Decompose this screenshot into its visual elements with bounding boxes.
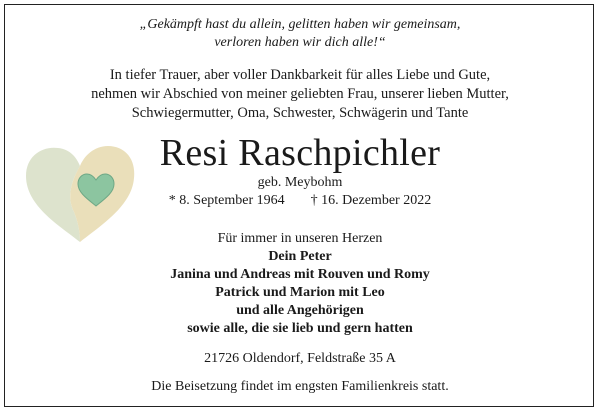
life-dates	[0, 192, 600, 210]
mourner-line: Dein Peter	[268, 249, 332, 264]
intro-line-1: In tiefer Trauer, aber voller Dankbarkeit für alles Liebe und Gute,	[109, 67, 491, 83]
birth-date: * 8. September 1964	[168, 193, 285, 208]
mourner-line: Janina und Andreas mit Rouven und Romy	[170, 267, 430, 282]
address: 21726 Oldendorf, Feldstraße 35 A	[204, 351, 396, 366]
mourner-line: und alle Angehörigen	[236, 303, 364, 318]
death-date: † 16. Dezember 2022	[310, 193, 432, 208]
deceased-name: Resi Raschpichler	[159, 132, 441, 174]
birth-name: geb. Meybohm	[257, 175, 343, 190]
funeral-note: Die Beisetzung findet im engsten Familienkreis statt.	[151, 379, 449, 394]
mourner-line: sowie alle, die sie lieb und gern hatten	[187, 321, 413, 336]
quote-line-1: „Gekämpft hast du allein, gelitten haben wir gemeinsam,	[139, 17, 461, 32]
mourner-line: Patrick und Marion mit Leo	[215, 285, 385, 300]
quote-line-2: verloren haben wir dich alle!“	[214, 35, 386, 50]
intro-line-2: nehmen wir Abschied von meiner geliebten Frau, unserer lieben Mutter,	[91, 86, 509, 102]
intro-line-3: Schwiegermutter, Oma, Schwester, Schwägerin und Tante	[131, 105, 469, 121]
mourners-intro: Für immer in unseren Herzen	[217, 231, 383, 246]
